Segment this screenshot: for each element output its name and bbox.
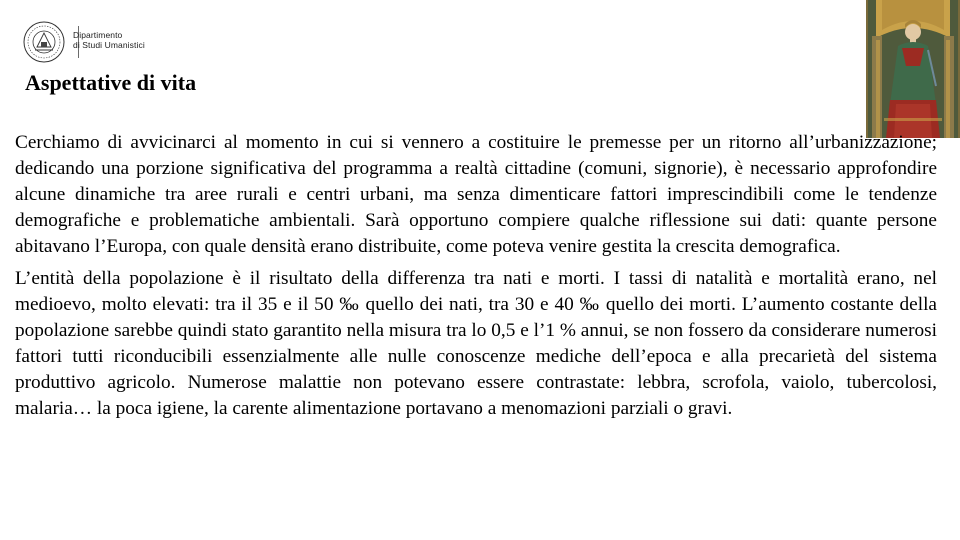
university-seal-icon: [22, 20, 66, 64]
paragraph-urbanizzazione: Cerchiamo di avvicinarci al momento in cui si vennero a costituire le premesse per un ritorno all’urbanizzazione; dedicando una porzione significativa del programma a realtà cittadine (comuni, signorie), è necessario approfondire alcune dinamiche tra aree rurali e centri urbani, ma senza dimenticare fattori imprescindibili come le tendenze demografiche e problematiche ambientali. Sarà opportuno compiere qualche riflessione sui dati: quante persone abitavano l’Europa, con quale densità erano distribuite, come poteva venire gestita la crescita demografica.: [15, 132, 937, 257]
slide-body: [15, 130, 937, 422]
paragraph-popolazione: L’entità della popolazione è il risultato della differenza tra nati e morti. I tassi di natalità e mortalità erano, nel medioevo, molto elevati: tra il 35 e il 50 ‰ quello dei nati, tra 30 e 40 ‰ quello dei morti. L’aumento costante della popolazione sarebbe quindi stato garantito nella misura tra lo 0,5 e l’1 % annui, se non fossero da considerare numerosi fattori tutti riconducibili essenzialmente alle nulle conoscenze mediche dell’epoca e alla precarietà del sistema produttivo agricolo. Numerose malattie non potevano essere contrastate: lebbra, scrofola, vaiolo, tubercolosi, malaria… la poca igiene, la carente alimentazione portavano a menomazioni parziali o gravi.: [15, 268, 937, 419]
department-line-2: di Studi Umanistici: [73, 40, 145, 50]
department-name: [73, 30, 145, 50]
department-logo: [22, 20, 162, 64]
renaissance-painting: [866, 0, 960, 138]
department-line-1: Dipartimento: [73, 30, 123, 40]
slide-title: Aspettative di vita: [25, 70, 197, 95]
